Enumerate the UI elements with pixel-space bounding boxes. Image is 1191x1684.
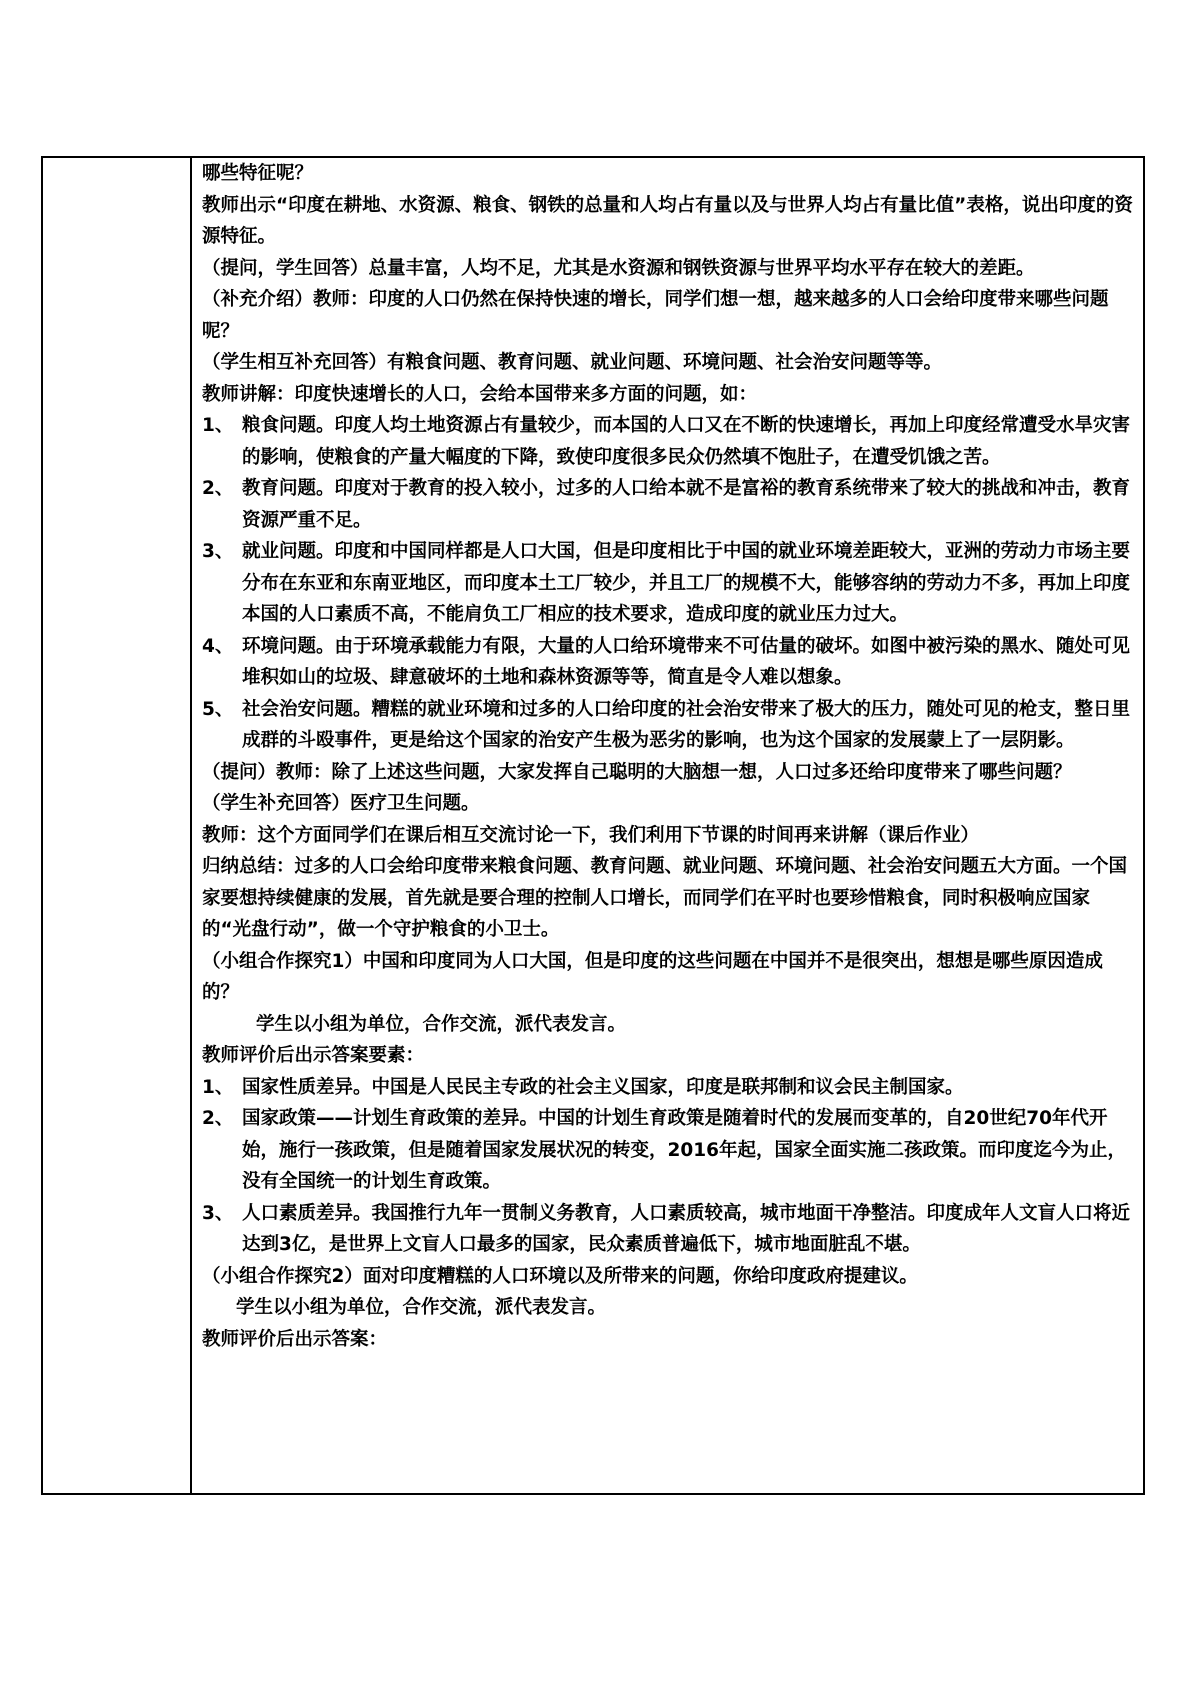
paragraph: （学生补充回答）医疗卫生问题。	[202, 793, 480, 814]
list-text: 社会治安问题。糟糕的就业环境和过多的人口给印度的社会治安带来了极大的压力，随处可见的枪支，整日里成群的斗殴事件，更是给这个国家的治安产生极为恶劣的影响，也为这个国家的发展蒙上了一层阴影。	[242, 698, 1131, 751]
group-note: 学生以小组为单位，合作交流，派代表发言。	[256, 1013, 627, 1035]
list-number: 1、	[202, 415, 234, 436]
paragraph: （提问）教师：除了上述这些问题，大家发挥自己聪明的大脑想一想，人口过多还给印度带来了哪些问题？	[202, 761, 1072, 783]
paragraph: 教师讲解：印度快速增长的人口，会给本国带来多方面的问题，如：	[202, 383, 758, 405]
paragraph: 归纳总结：过多的人口会给印度带来粮食问题、教育问题、就业问题、环境问题、社会治安问题五大方面。一个国家要想持续健康的发展，首先就是要合理的控制人口增长，而同学们在平时也要珍惜粮食，同时积极响应国家的“光盘行动”，做一个守护粮食的小卫士。	[202, 856, 1128, 940]
list-number: 4、	[202, 635, 234, 657]
list-item	[202, 536, 1133, 631]
paragraph: （小组合作探究1）中国和印度同为人口大国，但是印度的这些问题在中国并不是很突出，想想是哪些原因造成的？	[202, 950, 1103, 1003]
list-number: 2、	[202, 1108, 234, 1129]
list-text: 粮食问题。印度人均土地资源占有量较少，而本国的人口又在不断的快速增长，再加上印度经常遭受水旱灾害的影响，使粮食的产量大幅度的下降，致使印度很多民众仍然填不饱肚子，在遭受饥饿之苦。	[242, 415, 1131, 468]
content-cell	[192, 158, 1143, 1493]
list-text: 国家政策——计划生育政策的差异。中国的计划生育政策是随着时代的发展而变革的，自20世纪70年代开始，施行一孩政策，但是随着国家发展状况的转变，2016年起，国家全面实施二孩政策。而印度迄今为止，没有全国统一的计划生育政策。	[242, 1108, 1126, 1192]
paragraph: （学生相互补充回答）有粮食问题、教育问题、就业问题、环境问题、社会治安问题等等。	[202, 352, 943, 373]
list-number: 3、	[202, 1202, 234, 1224]
list-number: 5、	[202, 698, 234, 720]
list-item	[202, 1198, 1133, 1261]
list-item	[202, 694, 1133, 757]
lesson-table	[41, 156, 1145, 1495]
paragraph: （提问，学生回答）总量丰富，人均不足，尤其是水资源和钢铁资源与世界平均水平存在较大的差距。	[202, 257, 1035, 279]
list-item	[202, 410, 1133, 473]
list-number: 3、	[202, 541, 234, 562]
list-text: 环境问题。由于环境承载能力有限，大量的人口给环境带来不可估量的破坏。如图中被污染的黑水、随处可见堆积如山的垃圾、肆意破坏的土地和森林资源等等，简直是令人难以想象。	[242, 635, 1131, 688]
answer-intro: 教师评价后出示答案要素：	[202, 1045, 425, 1066]
paragraph: （补充介绍）教师：印度的人口仍然在保持快速的增长，同学们想一想，越来越多的人口会给印度带来哪些问题呢？	[202, 289, 1109, 342]
left-column-cell	[43, 158, 192, 1493]
list-item	[202, 473, 1133, 536]
answer-intro: 教师评价后出示答案：	[202, 1328, 388, 1350]
list-number: 1、	[202, 1076, 234, 1098]
list-text: 就业问题。印度和中国同样都是人口大国，但是印度相比于中国的就业环境差距较大，亚洲的劳动力市场主要分布在东亚和东南亚地区，而印度本土工厂较少，并且工厂的规模不大，能够容纳的劳动力不多，再加上印度本国的人口素质不高，不能肩负工厂相应的技术要求，造成印度的就业压力过大。	[242, 541, 1131, 625]
list-number: 2、	[202, 478, 234, 499]
paragraph: 教师出示“印度在耕地、水资源、粮食、钢铁的总量和人均占有量以及与世界人均占有量比值”表格，说出印度的资源特征。	[202, 194, 1133, 247]
paragraph: 教师：这个方面同学们在课后相互交流讨论一下，我们利用下节课的时间再来讲解（课后作业）	[202, 824, 980, 846]
list-item	[202, 1072, 1133, 1104]
list-text: 国家性质差异。中国是人民民主专政的社会主义国家，印度是联邦制和议会民主制国家。	[242, 1076, 964, 1098]
list-item	[202, 631, 1133, 694]
list-text: 人口素质差异。我国推行九年一贯制义务教育，人口素质较高，城市地面干净整洁。印度成年人文盲人口将近达到3亿，是世界上文盲人口最多的国家，民众素质普遍低下，城市地面脏乱不堪。	[242, 1202, 1131, 1255]
list-item	[202, 1103, 1133, 1198]
group-note: 学生以小组为单位，合作交流，派代表发言。	[236, 1297, 607, 1318]
paragraph: 哪些特征呢？	[202, 163, 314, 184]
list-text: 教育问题。印度对于教育的投入较小，过多的人口给本就不是富裕的教育系统带来了较大的挑战和冲击，教育资源严重不足。	[242, 478, 1131, 531]
paragraph: （小组合作探究2）面对印度糟糕的人口环境以及所带来的问题，你给印度政府提建议。	[202, 1265, 918, 1287]
